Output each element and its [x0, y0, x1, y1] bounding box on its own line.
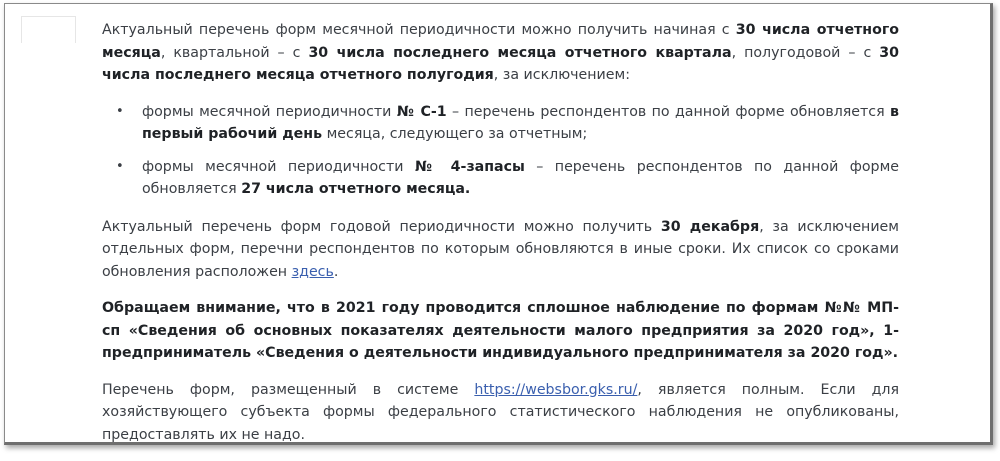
- exceptions-list: [102, 101, 899, 201]
- bullet-icon: •: [116, 158, 124, 174]
- text-segment: , за исключением отдельных форм, перечни респондентов по которым обновляются в иные сроки. Их список со сроками обновления расположен: [102, 218, 899, 280]
- text-segment: , квартальной – с: [160, 44, 309, 61]
- text-segment: Актуальный перечень форм годовой периодичности можно получить: [102, 218, 661, 235]
- here-link[interactable]: здесь: [291, 263, 334, 280]
- text-segment: формы месячной периодичности: [142, 158, 415, 175]
- paragraph-annual-forms: [102, 216, 899, 284]
- tab-outline: [21, 16, 76, 43]
- form-number: № 4-запасы: [414, 158, 525, 175]
- text-segment: Перечень форм, размещенный в системе: [102, 381, 475, 398]
- bold-date: 30 числа последнего месяца отчетного квартала: [308, 44, 732, 61]
- text-segment: , является полным. Если для хозяйствующего субъекта формы федерального статистического наблюдения не опубликованы, предоставлять их не надо.: [102, 381, 899, 443]
- paragraph-monthly-forms: [102, 19, 899, 87]
- text-segment: – перечень респондентов по данной форме обновляется: [446, 103, 891, 120]
- text-segment: Актуальный перечень форм месячной периодичности можно получить начиная с: [102, 22, 736, 38]
- text-segment: – перечень респондентов по данной форме обновляется: [142, 158, 899, 197]
- bold-date: 30 числа отчетного месяца: [102, 22, 899, 61]
- paragraph-websbor: [102, 379, 899, 447]
- text-segment: месяца, следующего за отчетным;: [322, 126, 588, 142]
- bold-date: 27 числа отчетного месяца.: [241, 181, 471, 197]
- bullet-icon: •: [116, 103, 124, 119]
- form-number: № С-1: [396, 103, 447, 120]
- bold-date: 30 декабря: [660, 218, 760, 235]
- article-body: [102, 19, 899, 446]
- text-segment: .: [333, 263, 339, 280]
- text-segment: , за исключением:: [493, 67, 630, 83]
- content-frame: [4, 3, 993, 445]
- list-item-4-zapasy: [102, 156, 899, 201]
- paragraph-notice: Обращаем внимание, что в 2021 году проводится сплошное наблюдение по формам №№ МП-сп «Сведения об основных показателях деятельности малого предприятия за 2020 год», 1-предприниматель «Сведения о деятельности индивидуального предпринимателя за 2020 год».: [102, 300, 899, 361]
- bold-date: в первый рабочий день: [142, 103, 899, 142]
- list-item-c1: [102, 101, 899, 146]
- text-segment: формы месячной периодичности: [142, 103, 397, 120]
- bold-date: 30 числа последнего месяца отчетного полугодия: [102, 44, 900, 83]
- websbor-link[interactable]: https://websbor.gks.ru/: [474, 381, 638, 398]
- text-segment: , полугодовой – с: [731, 44, 880, 61]
